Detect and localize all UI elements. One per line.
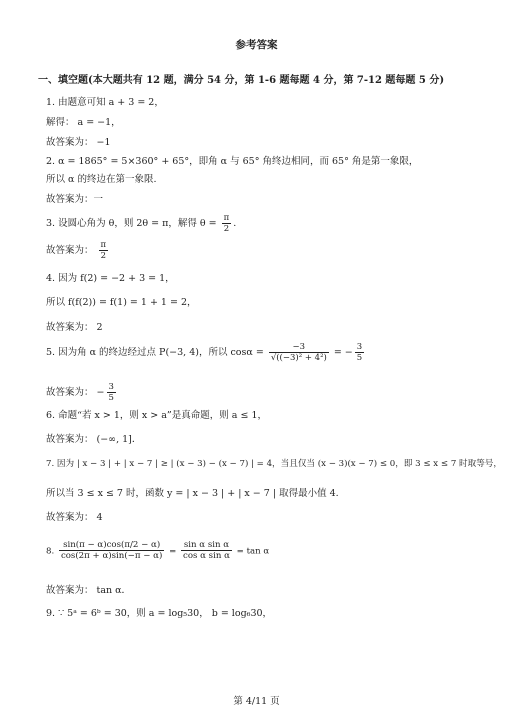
q2-line2: 所以 α 的终边在第一象限. <box>46 174 157 185</box>
q3-answer <box>46 240 110 261</box>
q8-fraction2-num: sin α sin α <box>181 540 232 551</box>
q5-fraction2 <box>355 342 364 363</box>
q5-fraction-num: −3 <box>269 342 329 353</box>
q1-line2: 解得： a = −1， <box>46 117 121 128</box>
section-heading: 一、填空题(本大题共有 12 题，满分 54 分，第 1-6 题每题 4 分，第 7-12 题每题 5 分) <box>38 75 445 86</box>
q5-answer-den: 5 <box>108 393 114 404</box>
q5-text: 5. 因为角 α 的终边经过点 P(−3, 4)，所以 cosα = <box>46 347 264 359</box>
q4-line1: 4. 因为 f(2) = −2 + 3 = 1， <box>46 273 175 284</box>
q5-fraction-den: √((−3)² + 4²) <box>270 353 327 364</box>
q9-line1: 9. ∵ 5ᵃ = 6ᵇ = 30，则 a = log₅30， b = log₆30， <box>46 608 273 619</box>
q6-line1: 6. 命题“若 x > 1，则 x > a”是真命题，则 a ≤ 1， <box>46 410 267 421</box>
q3-fraction <box>222 213 232 234</box>
q5-answer-sign: − <box>96 387 105 399</box>
q3-line1 <box>46 213 236 234</box>
q3-text: 3. 设圆心角为 θ，则 2θ = π，解得 θ = <box>46 218 217 230</box>
q1-answer: 故答案为： −1 <box>46 137 111 148</box>
q5-answer-num: 3 <box>108 382 114 392</box>
q3-answer-num: π <box>100 240 107 250</box>
q5-fraction2-num: 3 <box>356 342 363 352</box>
page-title: 参考答案 <box>235 39 278 51</box>
q8-fraction2-den: cos α sin α <box>183 551 230 562</box>
q8-fraction2 <box>181 540 232 562</box>
q5-answer-fraction <box>107 382 116 403</box>
q3-answer-fraction <box>99 240 109 261</box>
q7-line1: 7. 因为 | x − 3 | + | x − 7 | ≥ | (x − 3) − (x − 7) | = 4，当且仅当 (x − 3)(x − 7) ≤ 0，即 3 ≤ x ≤ 7 时取等号， <box>46 459 502 469</box>
q8-label: 8. <box>46 546 55 557</box>
q6-answer: 故答案为： (−∞, 1]． <box>46 434 142 445</box>
q8-line1 <box>46 540 269 562</box>
q8-fraction-den: cos(2π + α)sin(−π − α) <box>60 551 163 562</box>
q2-line1: 2. α = 1865° = 5×360° + 65°，即角 α 与 65° 角终边相同，而 65° 角是第一象限， <box>46 156 419 167</box>
q7-line2: 所以当 3 ≤ x ≤ 7 时，函数 y = | x − 3 | + | x − 7 | 取得最小值 4. <box>46 488 339 499</box>
q5-fraction <box>269 342 329 363</box>
q8-answer: 故答案为： tan α． <box>46 585 132 596</box>
q5-fraction2-den: 5 <box>356 353 363 364</box>
q3-answer-label: 故答案为： <box>46 245 94 257</box>
q5-answer-label: 故答案为： <box>46 387 94 399</box>
q5-line1 <box>46 342 366 363</box>
q1-line1: 1. 由题意可知 a + 3 = 2， <box>46 97 164 108</box>
q8-fraction-num: sin(π − α)cos(π/2 − α) <box>59 540 164 551</box>
q5-equals: = − <box>333 347 353 359</box>
q8-fraction <box>59 540 164 562</box>
q4-answer: 故答案为： 2 <box>46 322 103 333</box>
q7-answer: 故答案为： 4 <box>46 512 103 523</box>
q5-answer <box>46 382 118 403</box>
page-footer: 第 4/11 页 <box>233 696 280 707</box>
q3-answer-den: 2 <box>100 251 107 262</box>
q4-line2: 所以 f(f(2)) = f(1) = 1 + 1 = 2， <box>46 297 197 308</box>
q3-fraction-num: π <box>223 213 230 223</box>
q3-tail: . <box>233 218 237 230</box>
q2-answer: 故答案为：一 <box>46 194 104 205</box>
q8-result: = tan α <box>236 546 270 557</box>
q8-equals: = <box>169 546 177 557</box>
q3-fraction-den: 2 <box>223 224 230 235</box>
